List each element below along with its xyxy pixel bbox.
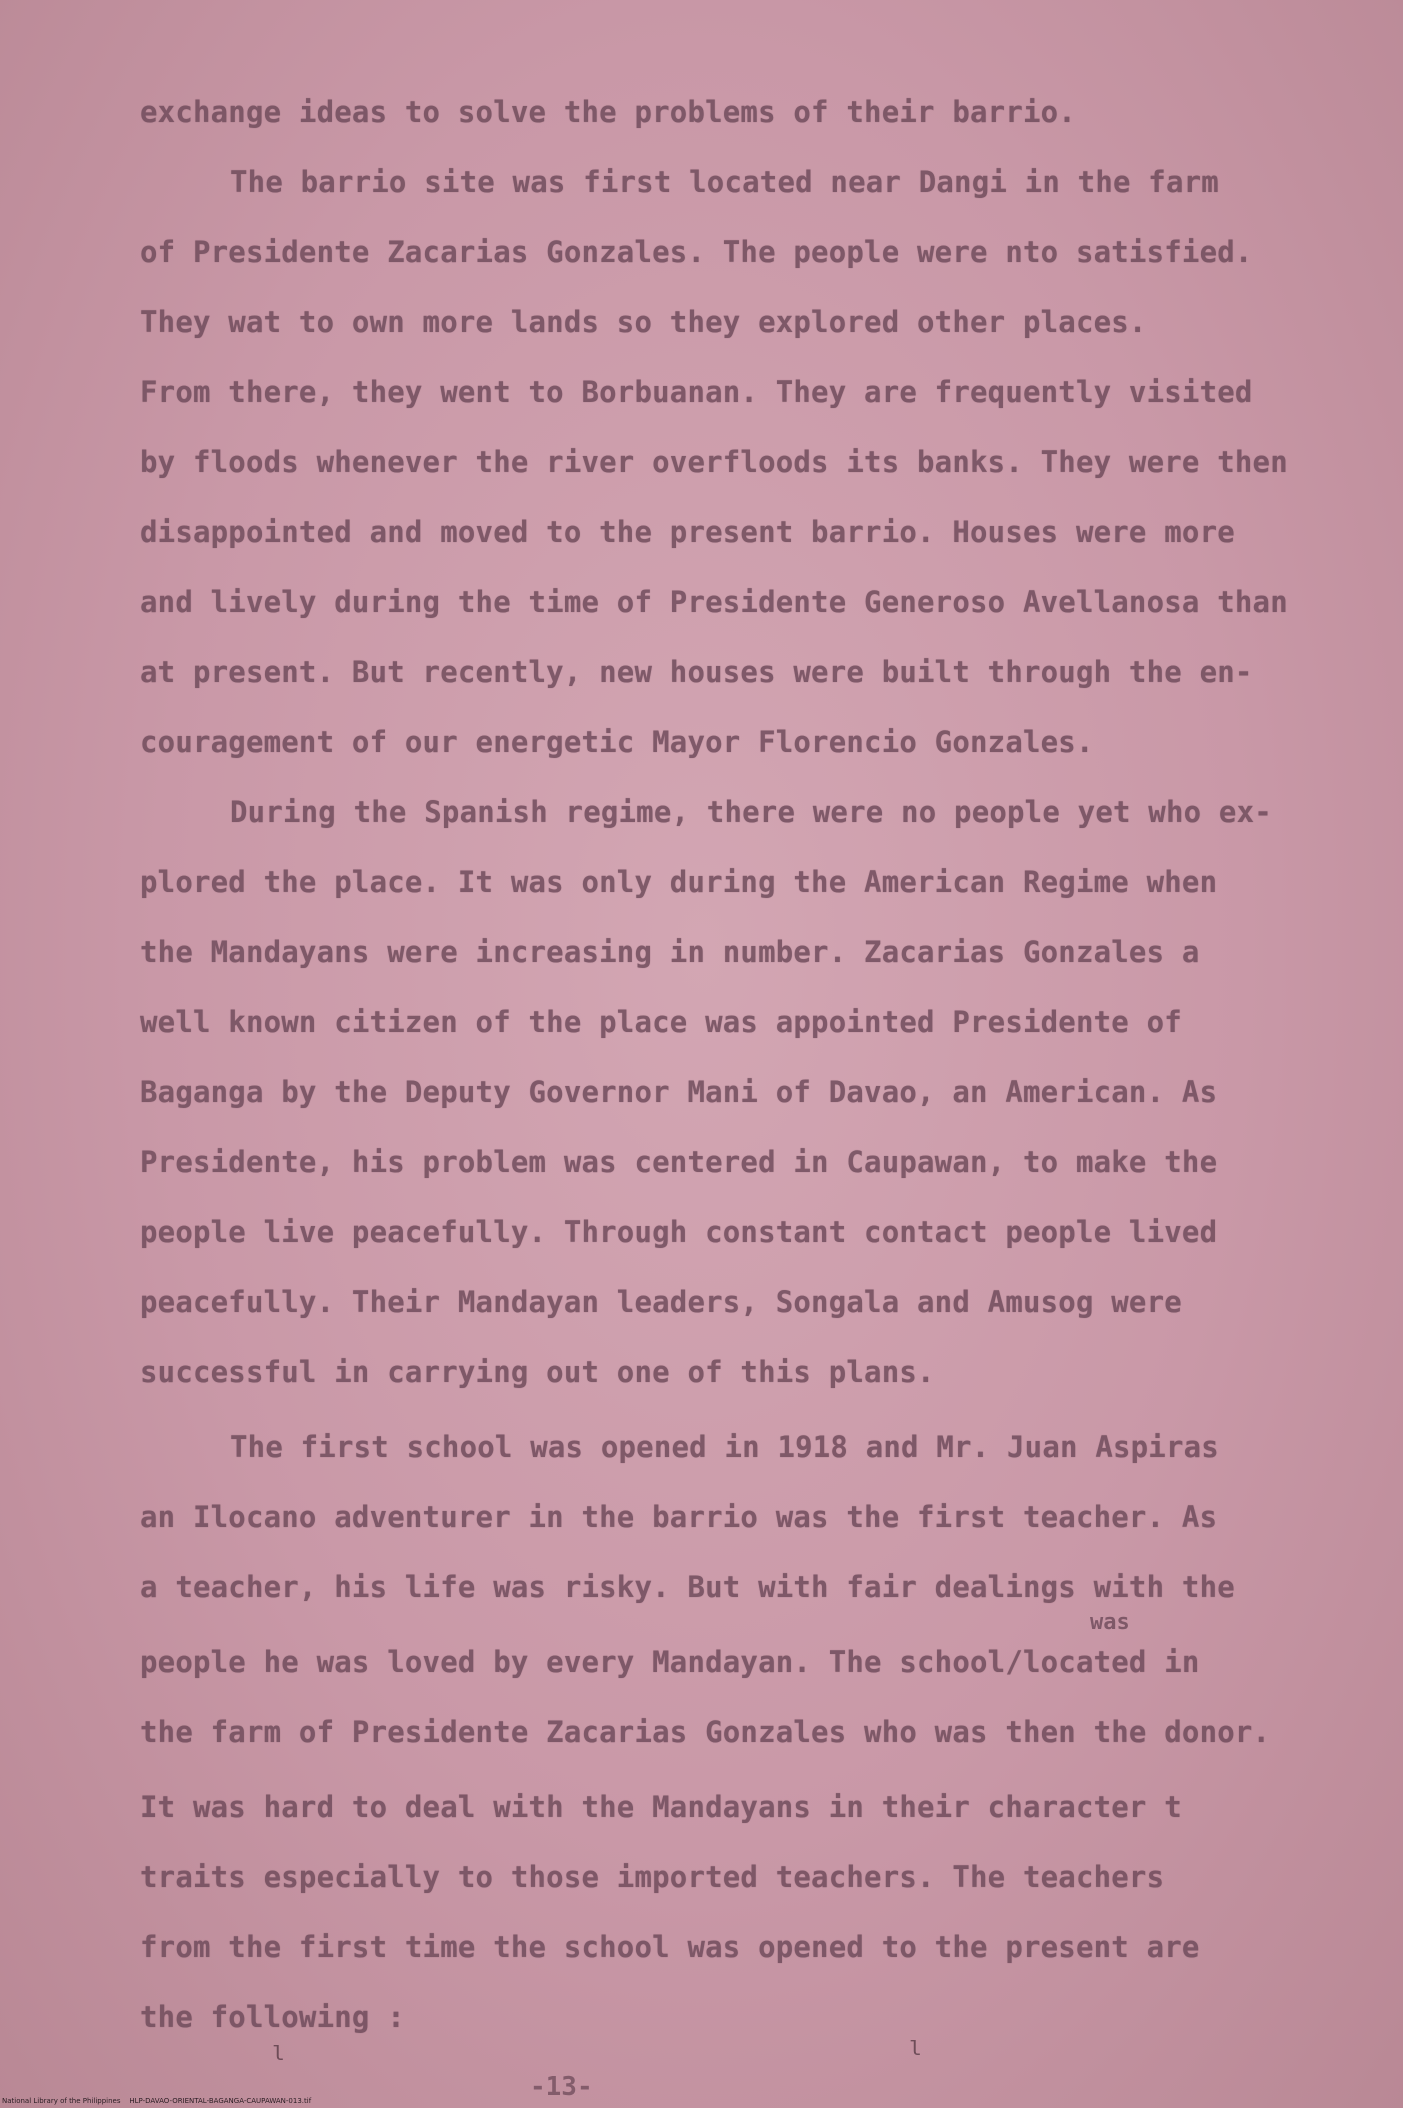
handwritten-insertion: was [1090,1610,1130,1635]
text-line: the Mandayans were increasing in number. Zacarias Gonzales a [140,935,1200,969]
text-line: well known citizen of the place was appointed Presidente of [140,1005,1182,1039]
page-number: -13- [530,2072,593,2102]
pencil-mark-icon: ˡ [905,2035,926,2075]
text-line: plored the place. It was only during the American Regime when [140,865,1218,899]
text-line: and lively during the time of Presidente Generoso Avellanosa than [140,585,1288,619]
text-line: the farm of Presidente Zacarias Gonzales who was then the donor. [140,1715,1271,1749]
text-line: successful in carrying out one of this plans. [140,1355,935,1389]
text-line: They wat to own more lands so they explored other places. [140,305,1147,339]
text-line: disappointed and moved to the present barrio. Houses were more [140,515,1235,549]
text-line: traits especially to those imported teachers. The teachers [140,1860,1165,1894]
text-line: an Ilocano adventurer in the barrio was the first teacher. As [140,1500,1218,1534]
text-line: by floods whenever the river overfloods its banks. They were then [140,445,1288,479]
text-line: of Presidente Zacarias Gonzales. The people were nto satisfied. [140,235,1253,269]
text-line: From there, they went to Borbuanan. They are frequently visited [140,375,1253,409]
text-line: Baganga by the Deputy Governor Mani of Davao, an American. As [140,1075,1218,1109]
text-line: people he was loved by every Mandayan. The school/located in [140,1645,1200,1679]
text-line: It was hard to deal with the Mandayans in their character t [140,1790,1182,1824]
text-line: people live peacefully. Through constant contact people lived [140,1215,1218,1249]
text-line: couragement of our energetic Mayor Florencio Gonzales. [140,725,1094,759]
text-line: at present. But recently, new houses were built through the en- [140,655,1253,689]
text-line: the following : [140,2000,405,2034]
text-line: The first school was opened in 1918 and Mr. Juan Aspiras [230,1430,1219,1464]
text-line: a teacher, his life was risky. But with fair dealings with the [140,1570,1235,1604]
text-line: from the first time the school was opened to the present are [140,1930,1200,1964]
text-line: The barrio site was first located near Dangi in the farm [230,165,1219,199]
text-line: exchange ideas to solve the problems of their barrio. [140,95,1076,129]
text-line: During the Spanish regime, there were no people yet who ex- [230,795,1272,829]
archive-footer: National Library of the Philippines HLP-DAVAO-ORIENTAL-BAGANGA-CAUPAWAN-013.tif [2,2097,312,2105]
pencil-mark-icon: ˡ [268,2040,289,2080]
text-line: Presidente, his problem was centered in Caupawan, to make the [140,1145,1218,1179]
text-line: peacefully. Their Mandayan leaders, Songala and Amusog were [140,1285,1182,1319]
